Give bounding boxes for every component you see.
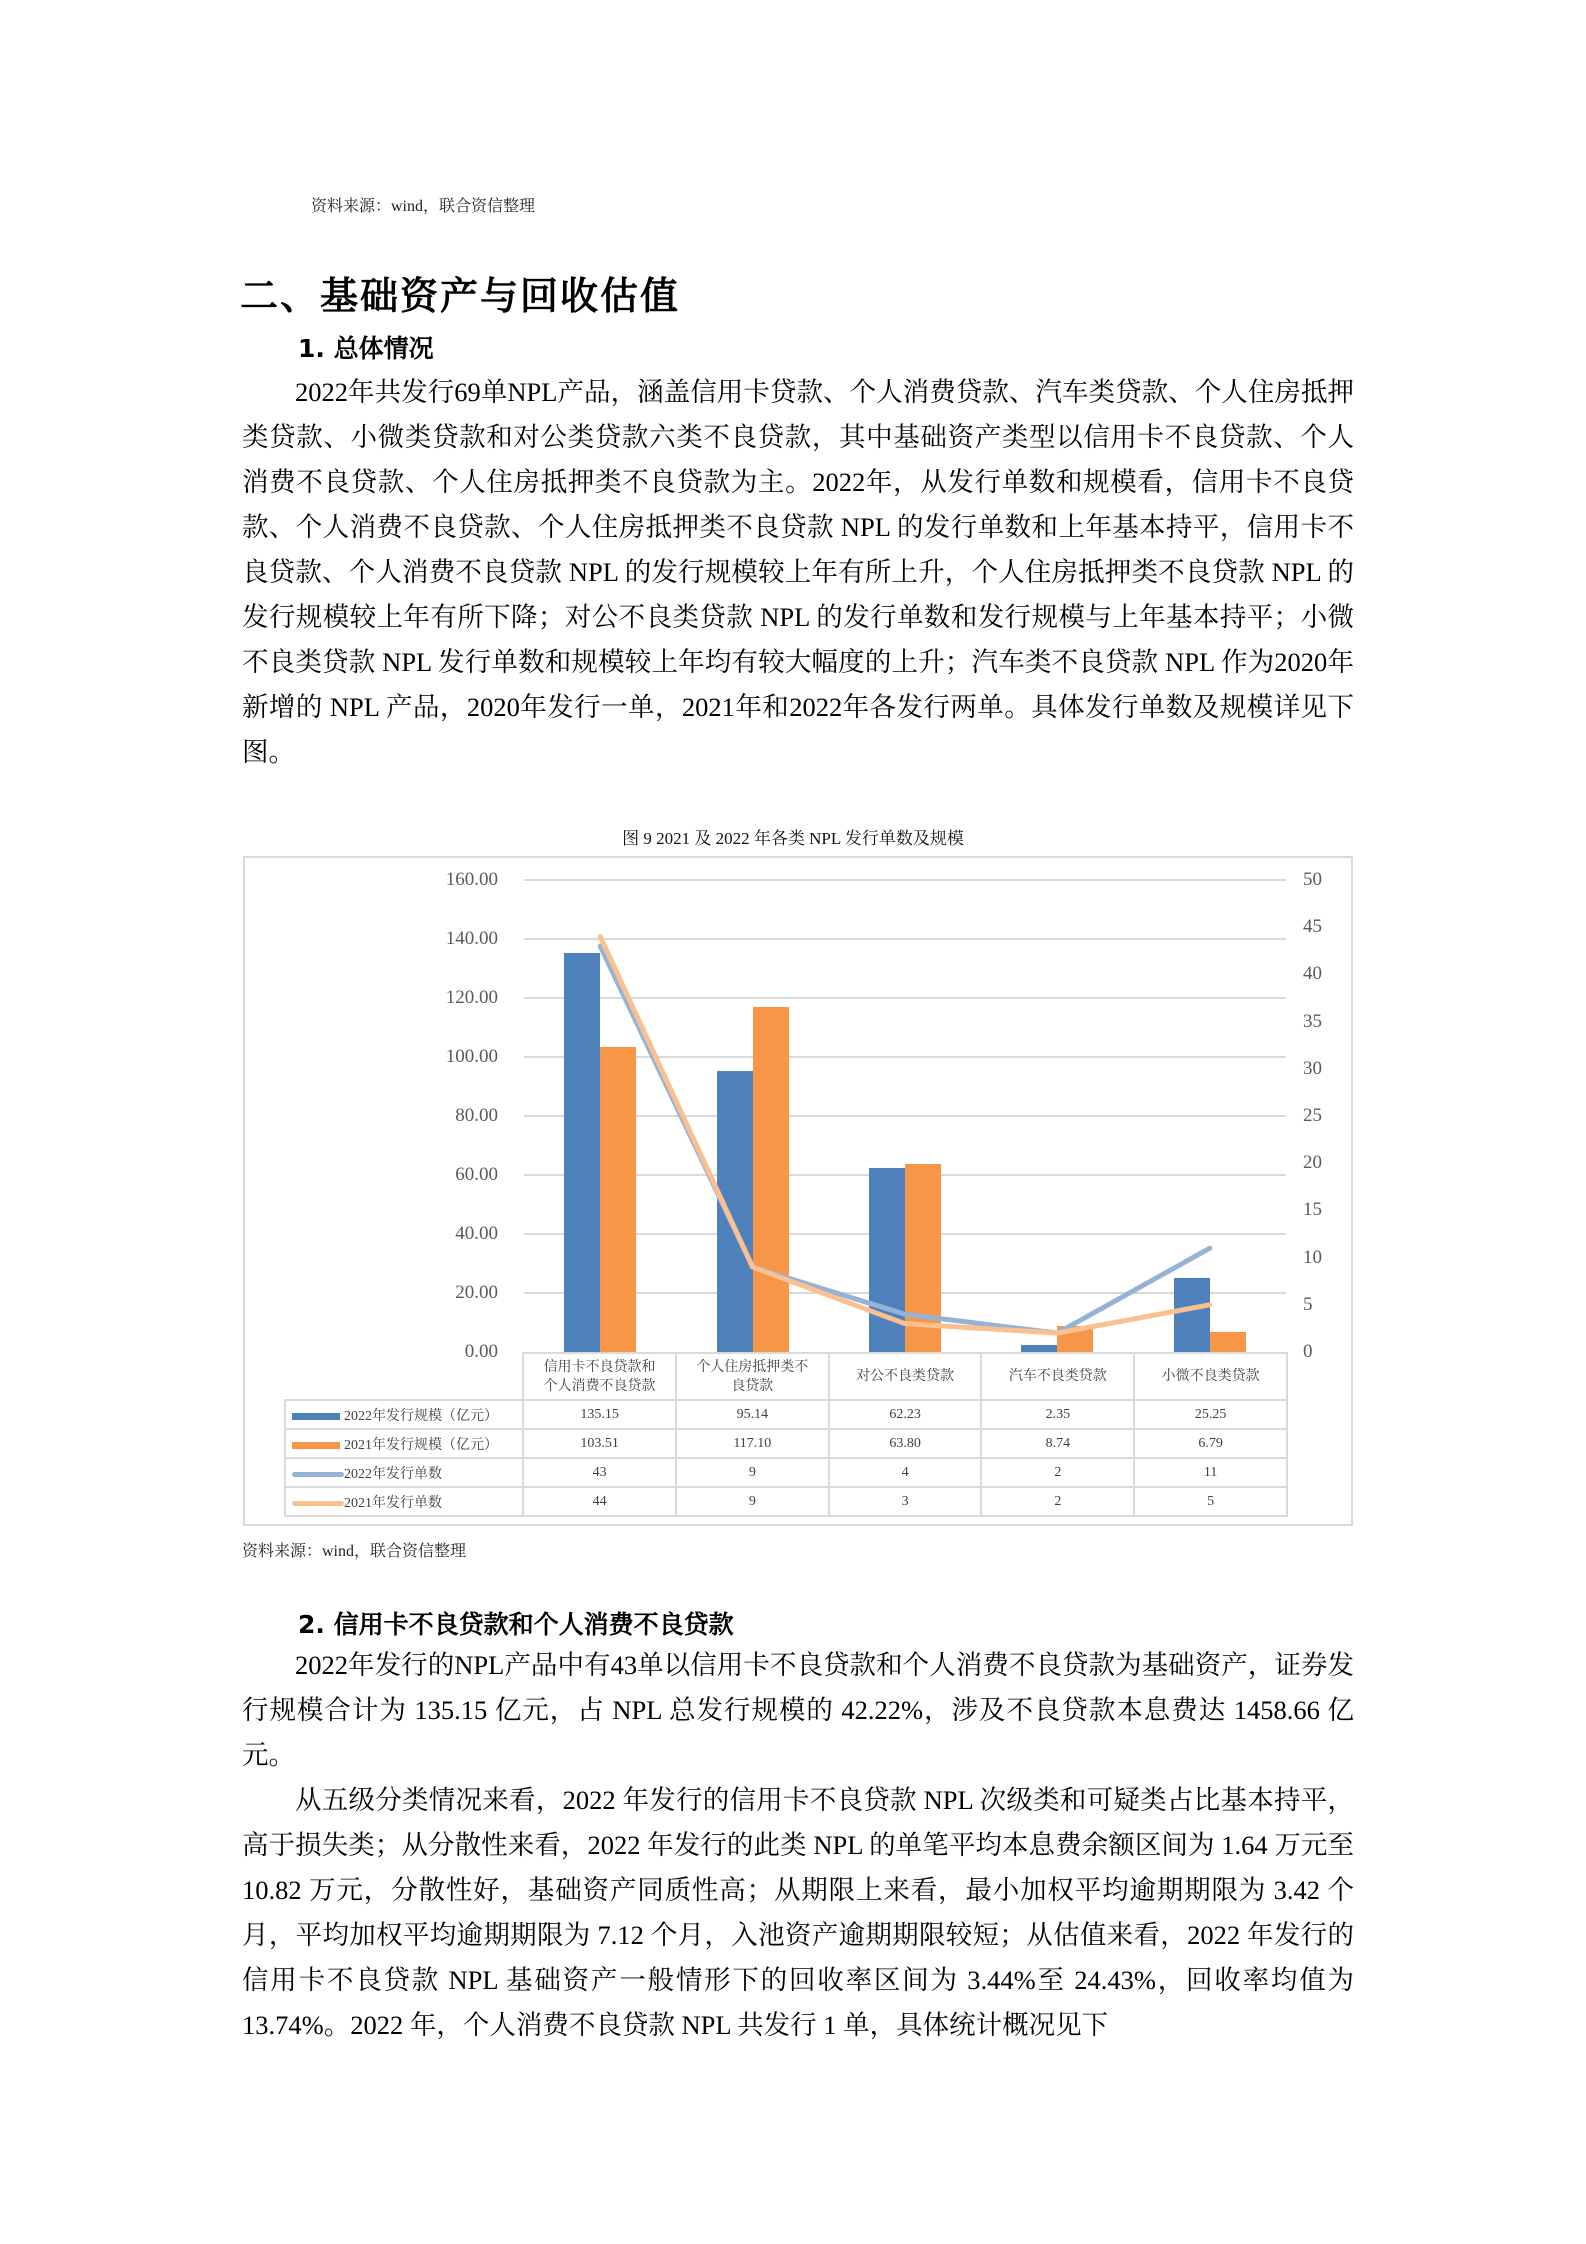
table-cell: 9 <box>676 1458 829 1487</box>
table-cell: 9 <box>676 1487 829 1516</box>
left-axis-tick: 100.00 <box>445 1046 498 1067</box>
table-cell: 8.74 <box>981 1429 1134 1458</box>
right-axis-tick: 30 <box>1303 1057 1322 1079</box>
table-cell: 25.25 <box>1134 1400 1287 1429</box>
table-cell: 11 <box>1134 1458 1287 1487</box>
left-axis-tick: 40.00 <box>455 1223 498 1244</box>
legend-entry: 2021年发行规模（亿元） <box>285 1429 523 1458</box>
table-cell: 62.23 <box>829 1400 982 1429</box>
left-axis-tick: 60.00 <box>455 1164 498 1185</box>
table-cell: 3 <box>829 1487 982 1516</box>
right-axis-tick: 5 <box>1303 1293 1313 1315</box>
table-cell: 103.51 <box>523 1429 676 1458</box>
right-axis-tick: 25 <box>1303 1105 1322 1126</box>
legend-entry: 2022年发行单数 <box>285 1458 523 1487</box>
chart-source-note: 资料来源：wind，联合资信整理 <box>242 1543 467 1560</box>
right-axis-tick: 40 <box>1303 963 1322 985</box>
category-label: 对公不良类贷款 <box>829 1353 982 1400</box>
left-axis-tick: 140.00 <box>445 928 498 949</box>
table-cell: 2.35 <box>981 1400 1134 1429</box>
table-cell: 2 <box>981 1458 1134 1487</box>
subsection-2-title: 2. 信用卡不良贷款和个人消费不良贷款 <box>298 1610 734 1639</box>
table-cell: 95.14 <box>676 1400 829 1429</box>
table-cell: 2 <box>981 1487 1134 1516</box>
table-cell: 135.15 <box>523 1400 676 1429</box>
figure-caption: 图 9 2021 及 2022 年各类 NPL 发行单数及规模 <box>622 829 964 848</box>
category-label: 小微不良类贷款 <box>1134 1353 1287 1400</box>
category-label: 个人住房抵押类不 良贷款 <box>676 1353 829 1400</box>
table-cell: 43 <box>523 1458 676 1487</box>
top-source-note: 资料来源：wind，联合资信整理 <box>311 198 536 215</box>
right-axis-tick: 45 <box>1303 916 1322 938</box>
left-axis-tick: 0.00 <box>464 1341 498 1362</box>
right-axis-tick: 50 <box>1303 869 1322 890</box>
table-cell: 5 <box>1134 1487 1287 1516</box>
table-cell: 4 <box>829 1458 982 1487</box>
table-cell: 44 <box>523 1487 676 1516</box>
right-axis-tick: 35 <box>1303 1010 1322 1032</box>
right-axis-tick: 15 <box>1303 1199 1322 1221</box>
left-axis-tick: 120.00 <box>445 987 498 1008</box>
right-axis-tick: 20 <box>1303 1152 1322 1174</box>
left-axis-tick: 80.00 <box>455 1105 498 1126</box>
category-label: 信用卡不良贷款和 个人消费不良贷款 <box>523 1353 676 1400</box>
legend-entry: 2021年发行单数 <box>285 1487 523 1516</box>
left-axis-tick: 20.00 <box>455 1282 498 1303</box>
right-axis-tick: 10 <box>1303 1246 1322 1268</box>
section-title: 二、基础资产与回收估值 <box>240 274 681 318</box>
left-axis-tick: 160.00 <box>445 869 498 890</box>
subsection-1-title: 1. 总体情况 <box>298 334 434 363</box>
table-cell: 117.10 <box>676 1429 829 1458</box>
table-cell: 6.79 <box>1134 1429 1287 1458</box>
legend-entry: 2022年发行规模（亿元） <box>285 1400 523 1429</box>
right-axis-tick: 0 <box>1303 1341 1313 1362</box>
chart-data-table <box>284 1352 1288 1517</box>
paragraph-credit-card-summary: 2022年发行的NPL产品中有43单以信用卡不良贷款和个人消费不良贷款为基础资产，证券发行规模合计为 135.15 亿元，占 NPL 总发行规模的 42.22%，涉及不良贷款本息费达 1458.66 亿元。 <box>242 1650 1354 1770</box>
table-cell: 63.80 <box>829 1429 982 1458</box>
paragraph-overview: 2022年共发行69单NPL产品，涵盖信用卡贷款、个人消费贷款、汽车类贷款、个人住房抵押类贷款、小微类贷款和对公类贷款六类不良贷款，其中基础资产类型以信用卡不良贷款、个人消费不良贷款、个人住房抵押类不良贷款为主。2022年，从发行单数和规模看，信用卡不良贷款、个人消费不良贷款、个人住房抵押类不良贷款 NPL 的发行单数和上年基本持平，信用卡不良贷款、个人消费不良贷款 NPL 的发行规模较上年有所上升，个人住房抵押类不良贷款 NPL 的发行规模较上年有所下降；对公不良类贷款 NPL 的发行单数和发行规模与上年基本持平；小微不良类贷款 NPL 发行单数和规模较上年均有较大幅度的上升；汽车类不良贷款 NPL 作为2020年新增的 NPL 产品，2020年发行一单，2021年和2022年各发行两单。具体发行单数及规模详见下图。 <box>242 377 1354 767</box>
paragraph-credit-card-details: 从五级分类情况来看，2022 年发行的信用卡不良贷款 NPL 次级类和可疑类占比基本持平，高于损失类；从分散性来看，2022 年发行的此类 NPL 的单笔平均本息费余额区间为 1.64 万元至 10.82 万元，分散性好，基础资产同质性高；从期限上来看，最小加权平均逾期期限为 3.42 个月，平均加权平均逾期期限为 7.12 个月，入池资产逾期期限较短；从估值来看，2022 年发行的信用卡不良贷款 NPL 基础资产一般情形下的回收率区间为 3.44%至 24.43%，回收率均值为 13.74%。2022 年，个人消费不良贷款 NPL 共发行 1 单，具体统计概况见下 <box>242 1785 1354 2040</box>
category-label: 汽车不良类贷款 <box>981 1353 1134 1400</box>
